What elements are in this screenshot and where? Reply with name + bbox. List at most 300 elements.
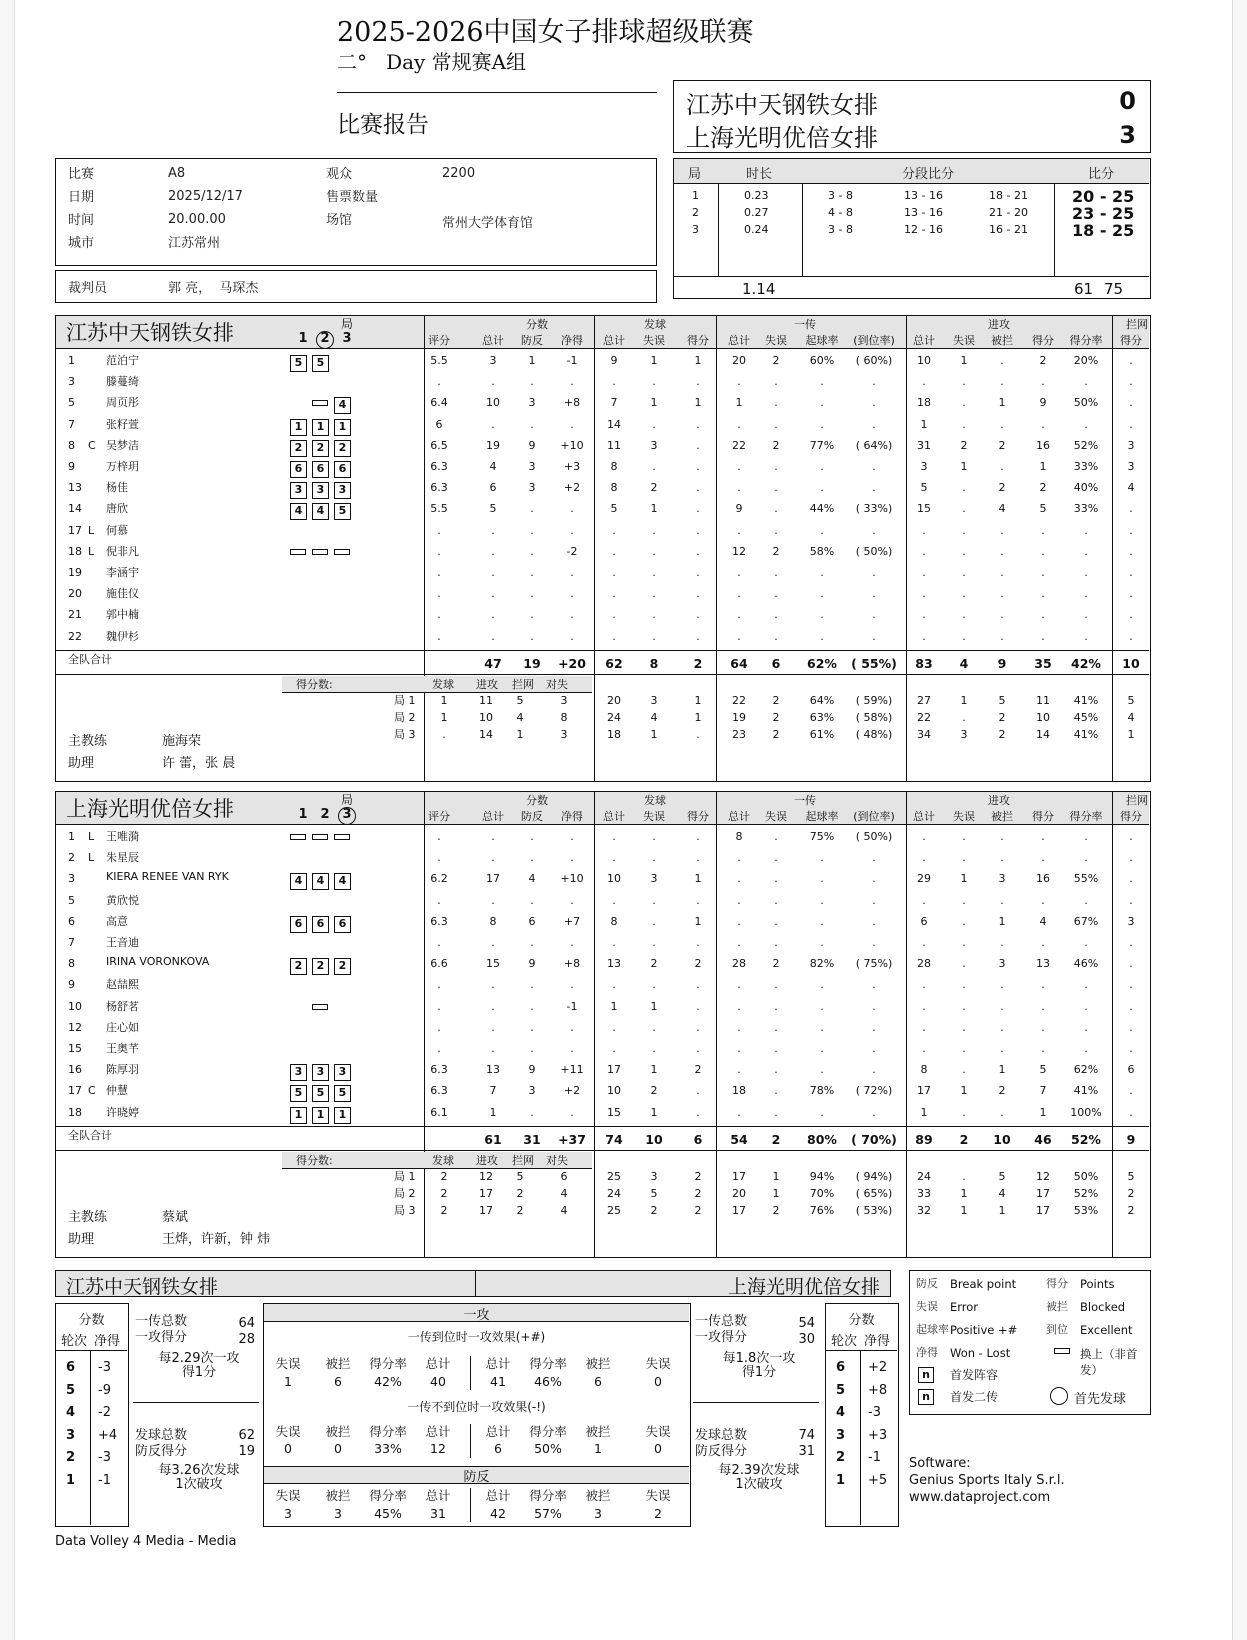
stat-cell: . (737, 1105, 741, 1119)
match-info-box (55, 158, 657, 266)
stat-cell: . (437, 851, 441, 865)
bp-value: 31 (798, 1444, 815, 1459)
group-header-blk: 拦网 (1126, 318, 1148, 331)
stat-cell: 5 (489, 502, 497, 516)
player-name: 李涵宇 (106, 566, 139, 579)
label-date: 日期 (68, 190, 95, 205)
substitute-marker (290, 549, 306, 555)
legend-meaning: Positive +# (950, 1323, 1018, 1337)
col-header-ace: 得分 (687, 810, 709, 823)
stat-cell: . (1129, 502, 1133, 516)
stat-cell: . (737, 566, 741, 579)
group-header-blk: 拦网 (1126, 794, 1148, 807)
assistant-names: 王烨，许新，钟 炜 (162, 1232, 271, 1247)
first-att-col-header: 得分率 (369, 1424, 407, 1439)
stat-cell: . (774, 1063, 778, 1077)
stat-cell: 3 (1127, 460, 1135, 473)
first-att-cell: 0 (334, 1441, 342, 1456)
stat-cell: . (820, 1042, 824, 1055)
rotation-net: +5 (868, 1472, 888, 1488)
stat-cell: . (1129, 872, 1133, 886)
set-duration: 0.27 (744, 206, 769, 219)
set-stat-cell: 25 (607, 1204, 621, 1217)
stat-cell: . (1041, 978, 1045, 992)
stat-cell: 1 (1039, 460, 1047, 473)
stat-cell: . (696, 1105, 700, 1119)
stat-cell: . (652, 1020, 656, 1034)
stat-cell: . (652, 893, 656, 907)
stat-cell: . (820, 851, 824, 865)
footer-text: Data Volley 4 Media - Media (55, 1534, 237, 1549)
first-att-col-header: 被拦 (585, 1488, 611, 1503)
stat-cell: . (530, 629, 534, 643)
first-att-cell: 31 (430, 1506, 446, 1521)
rec-total-value: 64 (238, 1316, 255, 1331)
team-total-cell: +37 (558, 1132, 586, 1147)
stat-cell: . (962, 481, 966, 495)
first-att-cell: 0 (284, 1441, 292, 1456)
set-stat-cell: . (962, 1170, 966, 1183)
set-stat-cell: 19 (732, 711, 746, 724)
stat-cell: . (1084, 893, 1088, 907)
col-header-blocked: 被拦 (991, 334, 1013, 347)
stat-cell: . (774, 872, 778, 886)
score-by-cell: 2 (440, 1204, 448, 1217)
first-att-col-header: 得分率 (369, 1356, 407, 1371)
set-stat-cell: 64% (809, 694, 835, 707)
first-att-cell: 3 (594, 1506, 602, 1521)
stat-cell: . (1000, 978, 1004, 992)
stat-cell: . (774, 396, 778, 410)
stat-cell: . (774, 587, 778, 601)
stat-cell: . (820, 523, 824, 537)
set-number-header: 3 (338, 807, 356, 825)
stat-cell: . (774, 893, 778, 907)
starting-position-box: 2 (290, 958, 307, 975)
starting-position-box: 4 (290, 873, 307, 890)
first-att-col-header: 失误 (645, 1356, 671, 1371)
stat-cell: 22 (732, 438, 746, 452)
stat-cell: 2 (650, 957, 658, 971)
team-total-cell: 62 (605, 656, 623, 671)
stat-cell: 5 (1039, 1063, 1047, 1077)
stat-cell: . (962, 957, 966, 971)
player-number: 9 (68, 460, 75, 473)
stat-cell: . (774, 502, 778, 516)
summary-header (55, 1270, 891, 1297)
srv-total-label: 发球总数 (695, 1428, 748, 1443)
stat-cell: . (1000, 566, 1004, 579)
stat-cell: . (820, 566, 824, 579)
set-stat-cell: ( 58%) (855, 711, 893, 724)
stat-cell: . (437, 999, 441, 1013)
stat-cell: . (570, 1020, 574, 1034)
stat-cell: . (652, 1042, 656, 1055)
stat-cell: . (1000, 460, 1004, 473)
set-partial-1: 3 - 8 (828, 189, 853, 202)
stat-cell: 3 (920, 460, 928, 473)
total-duration: 1.14 (742, 280, 776, 298)
rot-points-label: 分数 (78, 1313, 105, 1328)
set-stat-cell: 61% (809, 728, 835, 741)
first-att-cell: 1 (594, 1441, 602, 1456)
starting-position-box: 3 (334, 1064, 351, 1081)
score-by-cell: 10 (479, 711, 493, 724)
legend-box (909, 1270, 1151, 1415)
stat-cell: 77% (809, 438, 835, 452)
stat-cell: . (696, 893, 700, 907)
stat-cell: . (1041, 936, 1045, 949)
stat-cell: 2 (772, 544, 780, 558)
transition-title: 防反 (463, 1470, 490, 1485)
col-header-err: 失误 (765, 810, 787, 823)
stat-cell: . (696, 978, 700, 992)
starting-position-box: 4 (334, 873, 351, 890)
rotation-number: 3 (66, 1427, 76, 1443)
set-stat-cell: 22 (732, 694, 746, 707)
stat-cell: 2 (772, 354, 780, 367)
stat-cell: . (491, 830, 495, 843)
mid-divider (470, 1356, 471, 1390)
stat-cell: . (1000, 936, 1004, 949)
att-rate: 每2.29次一攻 得1分 (158, 1351, 240, 1380)
starting-position-box: 1 (312, 419, 329, 436)
team-total-cell: 46 (1034, 1132, 1052, 1147)
player-name: 杨舒茗 (106, 999, 139, 1013)
rec-total-label: 一传总数 (695, 1314, 748, 1329)
first-att-col-header: 被拦 (325, 1424, 351, 1439)
set-stat-cell: 2 (772, 1204, 780, 1217)
legend-term: 被拦 (1046, 1300, 1068, 1313)
stat-cell: . (774, 629, 778, 643)
stat-cell: . (1129, 566, 1133, 579)
stat-cell: . (612, 375, 616, 389)
score-by-cell: 17 (479, 1187, 493, 1200)
team-total-cell: 52% (1071, 1132, 1101, 1147)
player-name: 何慕 (106, 523, 128, 537)
stat-cell: . (530, 893, 534, 907)
first-att-col-header: 被拦 (325, 1488, 351, 1503)
stat-cell: . (962, 830, 966, 843)
stat-cell: . (922, 375, 926, 389)
set-score: 20 - 25 (1072, 187, 1135, 206)
stat-cell: 67% (1073, 914, 1099, 928)
player-number: 3 (68, 375, 75, 389)
stat-cell: . (491, 999, 495, 1013)
stat-cell: . (1041, 587, 1045, 601)
stat-cell: 1 (650, 1105, 658, 1119)
player-name: 万梓玥 (106, 460, 139, 473)
software-label: Software: (909, 1456, 971, 1471)
stat-cell: 5.5 (430, 354, 448, 367)
stat-cell: 1 (960, 1084, 968, 1098)
stat-cell: . (962, 1042, 966, 1055)
stat-cell: . (872, 851, 876, 865)
stat-cell: . (1129, 1020, 1133, 1034)
stat-cell: 6.3 (430, 481, 448, 495)
stat-cell: . (1129, 1084, 1133, 1098)
rot-label: 轮次 (61, 1334, 88, 1349)
stat-cell: 2 (650, 481, 658, 495)
legend-term: 起球率 (916, 1323, 949, 1336)
stat-cell: . (570, 629, 574, 643)
stat-cell: 8 (489, 914, 497, 928)
bp-rate: 每2.39次发球 1次破攻 (718, 1463, 800, 1492)
player-name: 高意 (106, 914, 128, 928)
assistant-names: 许 蕾，张 晨 (162, 756, 236, 771)
stat-cell: 50% (1073, 396, 1099, 410)
stat-cell: 100% (1070, 1105, 1102, 1119)
stat-cell: . (872, 396, 876, 410)
set-duration: 0.24 (744, 223, 769, 236)
col-divider (1112, 316, 1113, 781)
stat-cell: . (652, 460, 656, 473)
stat-cell: . (437, 893, 441, 907)
score-team2: 上海光明优倍女排 (686, 124, 878, 152)
first-att-col-header: 失误 (275, 1424, 301, 1439)
player-number: 22 (68, 629, 82, 643)
stat-cell: 3 (998, 872, 1006, 886)
stat-cell: 3 (1127, 438, 1135, 452)
first-att-col-header: 得分率 (369, 1488, 407, 1503)
stat-cell: . (696, 851, 700, 865)
stat-cell: 29 (917, 872, 931, 886)
team-total-label: 全队合计 (68, 653, 112, 666)
total-points-team2: 75 (1104, 280, 1124, 298)
set-stat-cell: 2 (1127, 1204, 1135, 1217)
player-name: 滕蔓绮 (106, 375, 139, 389)
team-total-cell: 54 (730, 1132, 748, 1147)
stat-cell: . (1000, 354, 1004, 367)
substitute-marker (312, 834, 328, 840)
stat-cell: . (491, 417, 495, 431)
stat-cell: . (1041, 523, 1045, 537)
rotation-net: -1 (98, 1472, 111, 1488)
sets-h-part: 分段比分 (902, 167, 955, 182)
player-tag: L (88, 544, 95, 558)
set-stat-cell: 1 (772, 1170, 780, 1183)
set-stat-cell: 24 (607, 1187, 621, 1200)
set-number-header: 3 (342, 331, 352, 346)
summary-team1: 江苏中天钢铁女排 (66, 1276, 219, 1298)
stat-cell: . (570, 523, 574, 537)
stat-cell: . (922, 544, 926, 558)
set-stat-cell: 2 (694, 1204, 702, 1217)
first-att-cell: 41 (490, 1374, 506, 1389)
set-stat-cell: 27 (917, 694, 931, 707)
stat-cell: . (737, 629, 741, 643)
set-stat-cell: 5 (650, 1187, 658, 1200)
stat-cell: . (1129, 851, 1133, 865)
stat-cell: . (774, 999, 778, 1013)
stat-cell: . (1041, 1020, 1045, 1034)
set-stat-cell: 1 (960, 694, 968, 707)
team-name: 上海光明优倍女排 (66, 797, 234, 821)
stat-cell: +10 (560, 872, 584, 886)
total-bottom-line (56, 674, 1149, 675)
stat-cell: . (737, 872, 741, 886)
stat-cell: . (774, 851, 778, 865)
stat-cell: . (872, 1105, 876, 1119)
set-stat-cell: 17 (732, 1204, 746, 1217)
player-number: 10 (68, 999, 82, 1013)
set-stat-cell: 3 (650, 694, 658, 707)
starting-position-box: 6 (334, 916, 351, 933)
stat-cell: . (491, 587, 495, 601)
starting-position-box: 6 (312, 461, 329, 478)
player-tag: L (88, 851, 95, 865)
stat-cell: . (962, 566, 966, 579)
stat-cell: . (652, 566, 656, 579)
stat-cell: . (652, 523, 656, 537)
stat-cell: 41% (1073, 1084, 1099, 1098)
player-number: 18 (68, 544, 82, 558)
stat-cell: 4 (998, 502, 1006, 516)
set-stat-cell: ( 59%) (855, 694, 893, 707)
stat-cell: . (1129, 354, 1133, 367)
stat-cell: . (696, 502, 700, 516)
player-tag: L (88, 523, 95, 537)
stat-cell: . (696, 936, 700, 949)
stat-cell: 13 (1036, 957, 1050, 971)
set-number-header: 1 (298, 807, 308, 822)
starting-position-box: 4 (290, 503, 307, 520)
stat-cell: . (437, 978, 441, 992)
stat-cell: 4 (1039, 914, 1047, 928)
legend-meaning: Break point (950, 1277, 1017, 1291)
stat-cell: . (1084, 851, 1088, 865)
label-referee: 裁判员 (68, 281, 108, 296)
score-by-line (282, 692, 592, 693)
stat-cell: . (1084, 523, 1088, 537)
stat-cell: . (612, 523, 616, 537)
stat-cell: . (820, 978, 824, 992)
setter-legend-icon: n (918, 1389, 934, 1405)
starting-position-box: 3 (290, 482, 307, 499)
stat-cell: 11 (607, 438, 621, 452)
stat-cell: . (1129, 396, 1133, 410)
score-sets-team1: 0 (1119, 87, 1136, 115)
rot-points-label: 分数 (848, 1313, 875, 1328)
starting-position-box: 5 (290, 355, 307, 372)
stat-cell: . (696, 608, 700, 622)
stat-cell: 2 (694, 1063, 702, 1077)
stat-cell: 3 (650, 872, 658, 886)
stat-cell: 15 (917, 502, 931, 516)
first-att-cell: 0 (654, 1441, 662, 1456)
legend-term: 得分 (1046, 1277, 1068, 1290)
team-total-cell: 62% (807, 656, 837, 671)
stat-cell: 9 (528, 1063, 536, 1077)
stat-cell: 6 (435, 417, 443, 431)
set-stat-cell: 32 (917, 1204, 931, 1217)
stat-cell: . (962, 587, 966, 601)
stat-cell: 1 (960, 354, 968, 367)
stat-cell: . (1041, 893, 1045, 907)
stat-cell: 78% (809, 1084, 835, 1098)
team-total-cell: +20 (558, 656, 586, 671)
rotation-number: 5 (66, 1382, 76, 1398)
att-pts-value: 28 (238, 1332, 255, 1347)
first-att-cell: 50% (534, 1441, 562, 1456)
stat-cell: . (922, 629, 926, 643)
set-stat-cell: 1 (960, 1187, 968, 1200)
stat-cell: 2 (960, 438, 968, 452)
software-url[interactable]: www.dataproject.com (909, 1490, 1051, 1505)
stat-cell: +2 (563, 481, 581, 495)
stat-cell: . (737, 893, 741, 907)
set-partial-3: 16 - 21 (989, 223, 1028, 236)
stat-cell: . (774, 1042, 778, 1055)
stat-cell: . (737, 1063, 741, 1077)
player-name: 郭中楠 (106, 608, 139, 622)
stat-cell: . (774, 1020, 778, 1034)
score-by-cell: 6 (560, 1170, 568, 1183)
player-number: 13 (68, 481, 82, 495)
player-name: 黄欣悦 (106, 893, 139, 907)
score-by-h-sb_opp: 对失 (546, 678, 568, 691)
col-header-tot: 总计 (482, 334, 504, 347)
stat-cell: 10 (917, 354, 931, 367)
rotation-number: 2 (836, 1450, 846, 1465)
stat-cell: . (872, 893, 876, 907)
score-by-cell: 5 (516, 694, 524, 707)
set-stat-cell: 20 (732, 1187, 746, 1200)
stat-cell: . (774, 523, 778, 537)
first-att-cell: 1 (284, 1374, 292, 1389)
stat-cell: . (872, 417, 876, 431)
stat-cell: . (437, 1042, 441, 1055)
stat-cell: . (491, 608, 495, 622)
stat-cell: 1 (694, 354, 702, 367)
score-by-h-sb_att: 进攻 (476, 678, 498, 691)
stat-cell: . (1084, 999, 1088, 1013)
player-tag: C (88, 438, 96, 452)
stat-cell: . (652, 978, 656, 992)
starting-position-box: 6 (312, 916, 329, 933)
col-header-pos: 起球率 (805, 810, 839, 823)
stat-cell: . (696, 375, 700, 389)
stat-cell: ( 33%) (855, 502, 893, 516)
stat-cell: 7 (1039, 1084, 1047, 1098)
set-stat-cell: 10 (1036, 711, 1050, 724)
stat-cell: . (872, 481, 876, 495)
starting-position-box: 5 (290, 1085, 307, 1102)
stat-cell: . (1129, 1042, 1133, 1055)
stat-cell: . (1129, 417, 1133, 431)
team-total-label: 全队合计 (68, 1129, 112, 1142)
label-audience: 观众 (326, 167, 353, 182)
stat-cell: 6 (920, 914, 928, 928)
stat-cell: 1 (1039, 1105, 1047, 1119)
stat-cell: 15 (607, 1105, 621, 1119)
player-number: 14 (68, 502, 82, 516)
player-name: 庄心如 (106, 1020, 139, 1034)
rotation-number: 6 (66, 1360, 76, 1375)
player-name: 周页彤 (106, 396, 139, 410)
group-header-pts: 分数 (526, 794, 548, 807)
score-by-label: 得分数: (296, 1154, 333, 1167)
stat-cell: . (1000, 544, 1004, 558)
stat-cell: 17 (486, 872, 500, 886)
rotation-net: -1 (868, 1450, 881, 1465)
stat-cell: . (491, 893, 495, 907)
stat-cell: . (1129, 978, 1133, 992)
stat-cell: . (820, 893, 824, 907)
stat-cell: . (491, 523, 495, 537)
stat-cell: . (922, 851, 926, 865)
stat-cell: 40% (1073, 481, 1099, 495)
